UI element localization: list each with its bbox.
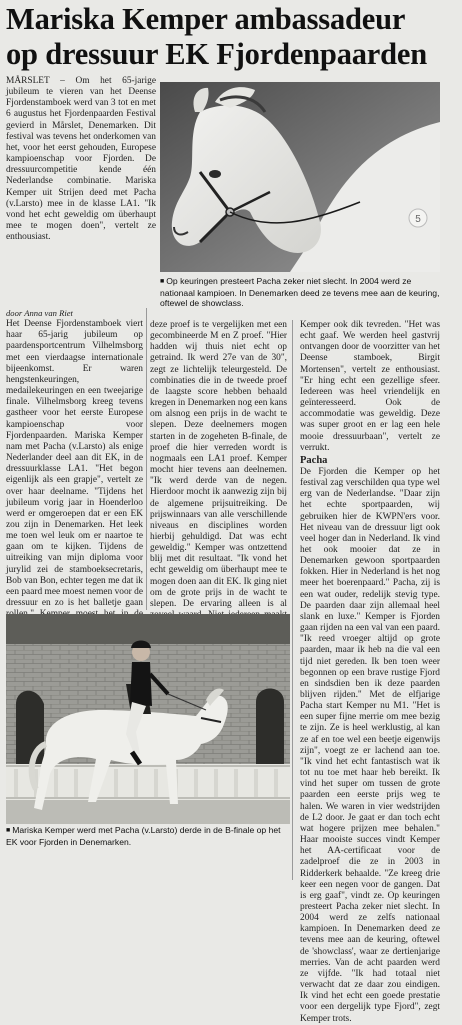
column-3-text-b: De Fjorden die Kemper op het festival zag verschilden qua type wel erg van de Nederlandse. "Daar zijn het echte sportpaarden, wij gebruiken hier de KWPN'ers voor. Het niveau van de dressuur ligt ook veel hoger dan in Nederland. Ik vind het ook mooier dat ze in Denemarken gewoon sportpaarden fokken. Hier in Nederland is het nog meer het boerenpaard." Pacha, zij is een wat ouder, redelijk stevig type. De paarden daar zijn allemaal heel slank en luxe." Kemper is Fjorden gaan rijden na een val van een paard. "Ik reed vroeger altijd op grote paarden, maar ik heb na die val een tijd niet gereden. Ik ben toen weer begonnen op een brave rustige Fjord en sindsdien ben ik deze paarden blijven rijden." Met de elfjarige Pacha start Kemper nu M1. "Het is een super fijne merrie om mee bezig te zijn. Ze is heel werklustig, al kan ze af en toe wel een beetje eigenwijs zijn", voegt ze er lachend aan toe. "Ik vind het echt fantastisch wat ik tot nu toe met haar heb bereikt. Ik vind het super om tussen de grote paarden een eerste prijs weg te halen. We waren in vier wedstrijden de L2 door. Je gaat er dan toch echt wat hogere prijzen mee behalen." Haar mooiste succes vindt Kemper het AA-certificaat voor de zadelproef die ze in 2003 in Ridderkerk behaalde. "Ze kreeg drie keer een negen voor de gangen. Dat is erg gaaf", vindt ze. Op keuringen presteert Pacha zeker niet slecht. In 2004 werd ze zelfs nationaal kampioen. In Denemarken deed ze tevens mee aan de keuring, oftewel de 'showclass', waar ze dertienjarige merries. Van de acht paarden werd ze vijfde. "Ik had totaal niet verwacht dat ze daar zou eindigen. Ik vind het echt een goede prestatie voor een dergelijk type Fjord", zegt Kemper trots. <box>300 466 440 1024</box>
horse-head-illustration <box>160 82 440 272</box>
column-divider-2 <box>292 320 293 880</box>
article-column-3 <box>300 320 440 1024</box>
column-2-text: deze proef is te vergelijken met een gecombineerde M en Z proef. "Hier hadden wij thuis niet echt op getraind. Ik werd 27e van de 30", zegt ze lichtelijk teleurgesteld. De combinaties die in de tweede proef de laagste score hebben behaald kregen in Denemarken nog een kans om alsnog een prijs in de wacht te slepen. Deze deelnemers mogen starten in de zogeheten B-finale, de proef die hier verreden wordt is nogmaals een LA1 proef. Kemper mocht hier tevens aan deelnemen. "Ik werd derde van de negen. Hierdoor mocht ik aanwezig zijn bij de algemene prijsuitreiking. De prijswinnaars van alle verschillende niveaus en disciplines worden hierbij gehuldigd. Dat was echt geweldig." Kemper was ontzettend blij met dit resultaat. "Ik vond het echt geweldig om überhaupt mee te mogen doen aan dit EK. Ik ging niet om de grote prijs in de wacht te slepen. De ervaring alleen is al <box>150 320 287 609</box>
rider-photo <box>6 614 290 824</box>
section-subheading: Pacha <box>300 454 328 466</box>
bullet-icon: ■ <box>160 278 165 285</box>
column-1-text: Het Deense Fjordenstamboek viert haar 65-jarig jubileum op paardensportcentrum Vilhelmsborg met een vierdaagse internationale bijeenkomst. Er waren hengstenkeuringen, medailekeuringen en een tweejarige finale. Vilhelmsborg kreeg tevens gastheer voor het eerste Europese kampioenschap voor Fjordenpaarden. Mariska Kemper nam met Pacha (v.Larsto) als enige Nederlander deel aan dit EK, in de dressuurklasse LA1. "Het begon eigenlijk als een grapje", vertelt ze over haar deelname. "Tijdens het jubileum vorig jaar in Hoenderloo werd er omgeroepen dat er een EK zou zijn in Denemarken. Het leek me toen wel leuk om er naartoe te gaan om te kijken. Tijdens de uitreiking van mijn diploma voor jurylid zei de stamboeksecretaris, Bob van Bon, echter tegen me dat ik een paard mee moest nemen voor de dressuur en zo is het balletje gaan <box>6 319 143 609</box>
headline-line-2: op dressuur EK Fjordenpaarden <box>6 37 427 71</box>
horse-head-caption <box>160 276 445 309</box>
headline <box>6 2 458 72</box>
rider-illustration <box>6 614 290 824</box>
photo-number-label: 5 <box>415 214 421 225</box>
author-byline: door Anna van Riet <box>6 308 73 318</box>
intro-text: MÅRSLET – Om het 65-jarige jubileum te vieren van het Deense Fjordenstamboek werd van 3 tot en met 6 augustus het Fjordenpaarden Festival gevierd in Mårslet, Denemarken. Dit festival was tevens het onderkomen van het, voor het eerst gehouden, Europese kampioenschap voor Fjorden. De dressuurcompetitie kende één Nederlandse combinatie. Mariska Kemper uit Strijen deed met Pacha (v.Larsto) mee in de klasse LA1. "Ik vond het echt geweldig om überhaupt mee te mogen doen", vertelt ze enthousiast. <box>6 76 156 243</box>
column-divider-1 <box>146 308 147 610</box>
article-column-1 <box>6 308 143 612</box>
rider-caption <box>6 825 291 847</box>
headline-line-1: Mariska Kemper ambassadeur <box>6 2 406 36</box>
horse-head-photo <box>160 82 440 272</box>
article-column-2 <box>150 320 287 611</box>
bullet-icon: ■ <box>6 827 11 834</box>
intro-paragraph <box>6 76 156 272</box>
rider-caption-text: Mariska Kemper werd met Pacha (v.Larsto) derde in de B-finale op het EK voor Fjorden in Denemarken. <box>6 825 281 847</box>
horse-head-caption-text: Op keuringen presteert Pacha zeker niet slecht. In 2004 werd ze nationaal kampioen. In Denemarken deed ze tevens mee aan de keuring, oftewel de showclass. <box>160 276 440 309</box>
column-3-text-a: Kemper ook dik tevreden. "Het was echt gaaf. We werden heel gastvrij ontvangen door de voorzitter van het Deense stamboek, Birgit Mortensen", vertelt ze enthousiast. "Er hing echt een gezellige sfeer. Iedereen was heel vriendelijk en geïnteresseerd. Ook de accommodatie was geweldig. Deze was super groot en er lag een hele mooie dressuurbaan", vertelt ze verrukt. <box>300 320 440 453</box>
